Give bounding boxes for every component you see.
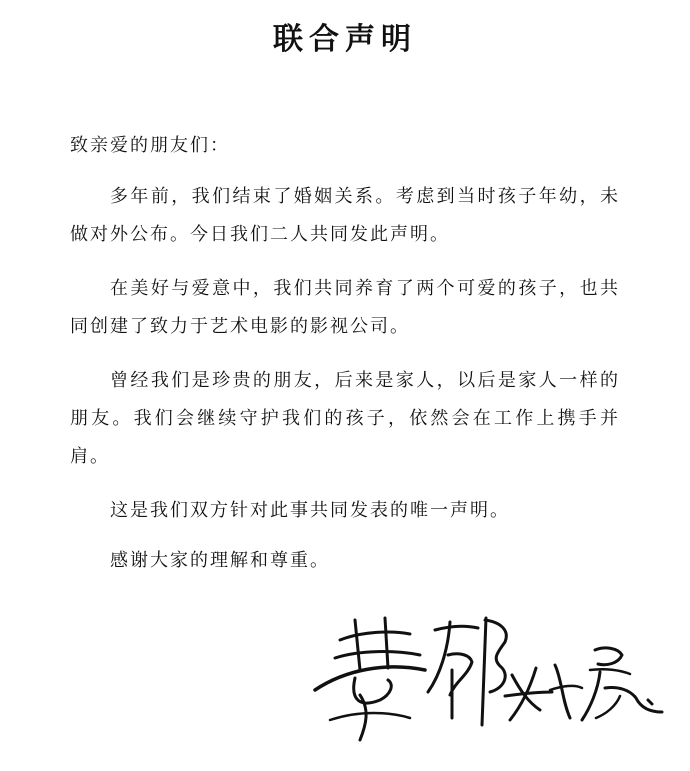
- paragraph-2: 在美好与爱意中，我们共同养育了两个可爱的孩子，也共同创建了致力于艺术电影的影视公司。: [70, 278, 620, 337]
- statement-title: 联合声明: [273, 22, 417, 57]
- signature-char-2: [428, 618, 506, 725]
- paragraph-5: 感谢大家的理解和尊重。: [110, 550, 330, 571]
- paragraph-1: 多年前，我们结束了婚姻关系。考虑到当时孩子年幼，未做对外公布。今日我们二人共同发此声明。: [70, 186, 620, 245]
- signature-char-3: [505, 665, 582, 720]
- handwritten-signature: [300, 600, 670, 750]
- greeting: 致亲爱的朋友们：: [70, 135, 230, 156]
- paragraph-4: 这是我们双方针对此事共同发表的唯一声明。: [110, 500, 510, 521]
- signature-char-4: [582, 648, 662, 720]
- paragraph-3: 曾经我们是珍贵的朋友，后来是家人，以后是家人一样的朋友。我们会继续守护我们的孩子，依然会在工作上携手并肩。: [70, 370, 620, 467]
- signature-char-1: [315, 618, 425, 740]
- statement-body: [70, 178, 620, 592]
